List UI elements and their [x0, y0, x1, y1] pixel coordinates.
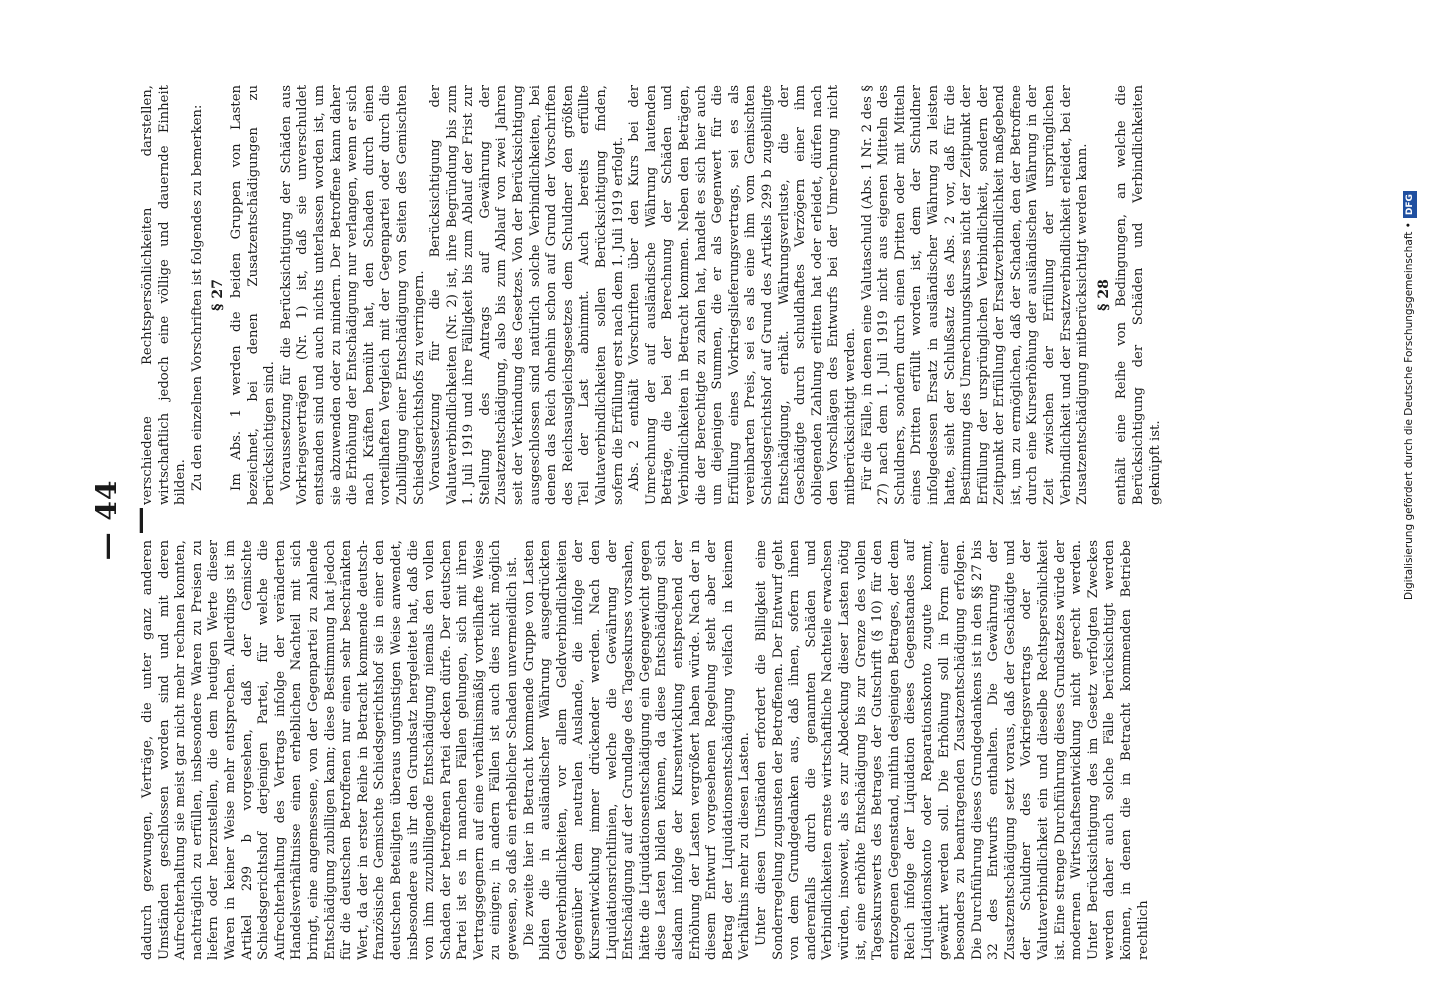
- rotated-page-content: [90, 80, 1410, 960]
- paragraph: Zu den einzelnen Vorschriften ist folgendes zu bemerken:: [189, 104, 205, 491]
- paragraph: Abs. 2 enthält Vorschriften über den Kurs bei der Umrechnung der auf ausländische Währung lautenden Beträge, die bei der Berechnung der Schäden und Verbindlichkeiten in Betracht kommen. Neben den Beträgen, die der Berechtigte zu zahlen hat, handelt es sich hier auch um diejenigen Summen, die er als Gegenwert für die Erfüllung eines Vorkriegslieferungsvertrags, sei es als vereinbarten Preis, sei es als eine ihm vom Gemischten Schiedsgerichtshof auf Grund des Artikels 299 b zugebilligte Entschädigung, erhält. Währungsverluste, die der Geschädigte durch schuldhaftes Verzögern einer ihm obliegenden Zahlung erlitten hat oder erleidet, dürfen nach den Vorschlägen des Entwurfs bei der Umrechnung nicht mitberücksichtigt werden.: [627, 85, 858, 505]
- stamp-line: [1398, 10, 1420, 600]
- digitization-stamp: [1398, 10, 1434, 600]
- paragraph: Im Abs. 1 werden die beiden Gruppen von Lasten bezeichnet, bei denen Zusatzentschädigungen zu berücksichtigen sind.: [228, 85, 278, 505]
- section-heading-28: § 28: [1095, 279, 1112, 311]
- paragraph: Die zweite hier in Betracht kommende Gruppe von Lasten bilden die in ausländischer Währung ausgedrückten Geldverbindlichkeiten, vor allem Geldverbindlichkeiten gegenüber dem neutralen Auslande, die infolge der Kursentwicklung immer drückender werden. Nach den Liquidationsrichtlinien, welche die Gewährung der Entschädigung auf der Grundlage des Tageskurses vorsahen, hätte die Liquidationsentschädigung ein Gegengewicht gegen diese Lasten bilden können, da diese Entschädigung sich alsdann infolge der Kursentwicklung entsprechend der Erhöhung der Lasten vergrößert haben würde. Nach der in diesem Entwurf vorgesehenen Regelung steht aber der Betrag der Liquidationsentschädigung vielfach in keinem Verhältnis mehr zu diesen Lasten.: [521, 540, 753, 960]
- section-heading-27: § 27: [210, 279, 227, 311]
- paragraph: dadurch gezwungen, Verträge, die unter ganz anderen Umständen geschlossen worden sind und mit deren Aufrechterhaltung sie meist gar nicht mehr rechnen konnten, nachträglich zu erfüllen, insbesondere Waren zu Preisen zu liefern oder herzustellen, die dem heutigen Werte dieser Waren in keiner Weise mehr entsprechen. Allerdings ist im Artikel 299 b vorgesehen, daß der Gemischte Schiedsgerichtshof derjenigen Partei, für welche die Aufrechterhaltung des Vertrags infolge der veränderten Handelsverhältnisse einen erheblichen Nachteil mit sich bringt, eine angemessene, von der Gegenpartei zu zahlende Entschädigung zubilligen kann; diese Bestimmung hat jedoch für die deutschen Betroffenen nur einen sehr beschränkten Wert, da der in erster Reihe in Betracht kommende deutsch-französische Gemischte Schiedsgerichtshof sie in einer den deutschen Beteiligten überaus ungünstigen Weise anwendet, insbesondere aus ihr den Grundsatz hergeleitet hat, daß die von ihm zuzubilligende Entschädigung niemals den vollen Schaden der betroffenen Partei decken dürfe. Der deutschen Partei ist es in manchen Fällen gelungen, sich mit ihren Vertragsgegnern auf eine verhältnismäßig vorteilhafte Weise zu einigen; in andern Fällen ist auch dies nicht möglich gewesen, so daß ein erheblicher Schaden unvermeidlich ist.: [140, 540, 521, 960]
- paragraph: Voraussetzung für die Berücksichtigung der Schäden aus Vorkriegsverträgen (Nr. 1) ist, daß sie unverschuldet entstanden sind und auch nichts unterlassen worden ist, um sie abzuwenden oder zu mindern. Der Betroffene kann daher die Erhöhung der Entschädigung nur verlangen, wenn er sich nach Kräften bemüht hat, den Schaden durch einen vorteilhaften Vergleich mit der Gegenpartei oder durch die Zubilligung einer Entschädigung von Seiten des Gemischten Schiedsgerichtshofs zu verringern.: [278, 85, 427, 505]
- paragraph: Unter diesen Umständen erfordert die Billigkeit eine Sonderregelung zugunsten der Betroffenen. Der Entwurf geht von dem Grundgedanken aus, daß ihnen, sofern ihnen anderenfalls durch die genannten Schäden und Verbindlichkeiten ernste wirtschaftliche Nachteile erwachsen würden, insoweit, als es zur Abdeckung dieser Lasten nötig ist, eine erhöhte Entschädigung bis zur Grenze des vollen Tageskurswerts des Betrages der Gutschrift (§ 10) für den entzogenen Gegenstand, mithin desjenigen Betrages, der dem Reich infolge der Liquidation dieses Gegenstandes auf Liquidationskonto oder Reparationskonto zugute kommt, gewährt werden soll. Die Erhöhung soll in Form einer besonders zu beantragenden Zusatzentschädigung erfolgen. Die Durchführung dieses Grundgedankens ist in den §§ 27 bis 32 des Entwurfs enthalten. Die Gewährung der Zusatzentschädigung setzt voraus, daß der Geschädigte und der Schuldner des Vorkriegsvertrags oder der Valutaverbindlichkeit ein und dieselbe Rechtspersönlichkeit ist. Eine strenge Durchführung dieses Grundsatzes würde der modernen Wirtschaftsentwicklung nicht gerecht werden. Unter Berücksichtigung des im Gesetz verfolgten Zweckes werden daher auch solche Fälle berücksichtigt werden können, in denen die in Betracht kommenden Betriebe rechtlich: [753, 540, 1151, 960]
- paragraph: verschiedene Rechtspersönlichkeiten darstellen, wirtschaftlich jedoch eine völlige und dauernde Einheit bilden.: [140, 85, 189, 505]
- paragraph: enthält eine Reihe von Bedingungen, an welche die Berücksichtigung der Schäden und Verbindlichkeiten geknüpft ist.: [1114, 85, 1163, 505]
- page-number: — 44 —: [90, 479, 156, 561]
- page-header: [90, 80, 156, 960]
- left-column: [140, 540, 1152, 960]
- dfg-logo: DFG: [1403, 191, 1417, 218]
- paragraph: Voraussetzung für die Berücksichtigung der Valutaverbindlichkeiten (Nr. 2) ist, ihre Begründung bis zum 1. Juli 1919 und ihre Fälligkeit bis zum Ablauf der Frist zur Stellung des Antrags auf Gewährung der Zusatzentschädigung, also bis zum Ablauf von zwei Jahren seit der Verkündung des Gesetzes. Von der Berücksichtigung ausgeschlossen sind natürlich solche Verbindlichkeiten, bei denen das Reich ohnehin schon auf Grund der Vorschriften des Reichsausgleichsgesetzes dem Schuldner den größten Teil der Last abnimmt. Auch bereits erfüllte Valutaverbindlichkeiten sollen Berücksichtigung finden, sofern die Erfüllung erst nach dem 1. Juli 1919 erfolgt.: [428, 85, 626, 505]
- paragraph: Für die Fälle, in denen eine Valutaschuld (Abs. 1 Nr. 2 des § 27) nach dem 1. Juli 1919 nicht aus eigenen Mitteln des Schuldners, sondern durch einen Dritten oder mit Mitteln eines Dritten erfüllt worden ist, dem der Schuldner infolgedessen Ersatz in ausländischer Währung zu leisten hatte, sieht der Schlußsatz des Abs. 2 vor, daß für die Bestimmung des Umrechnungskurses nicht der Zeitpunkt der Erfüllung der ursprünglichen Verbindlichkeit, sondern der Zeitpunkt der Erfüllung der Ersatzverbindlichkeit maßgebend ist, um zu ermöglichen, daß der Schaden, den der Betroffene durch eine Kurserhöhung der ausländischen Währung in der Zeit zwischen der Erfüllung der ursprünglichen Verbindlichkeit und der Ersatzverbindlichkeit erleidet, bei der Zusatzentschädigung mitberücksichtigt werden kann.: [859, 85, 1091, 505]
- right-column: [140, 85, 1164, 505]
- stamp-text: Digitalisierung gefördert durch die Deutsche Forschungsgemeinschaft •: [1403, 222, 1415, 600]
